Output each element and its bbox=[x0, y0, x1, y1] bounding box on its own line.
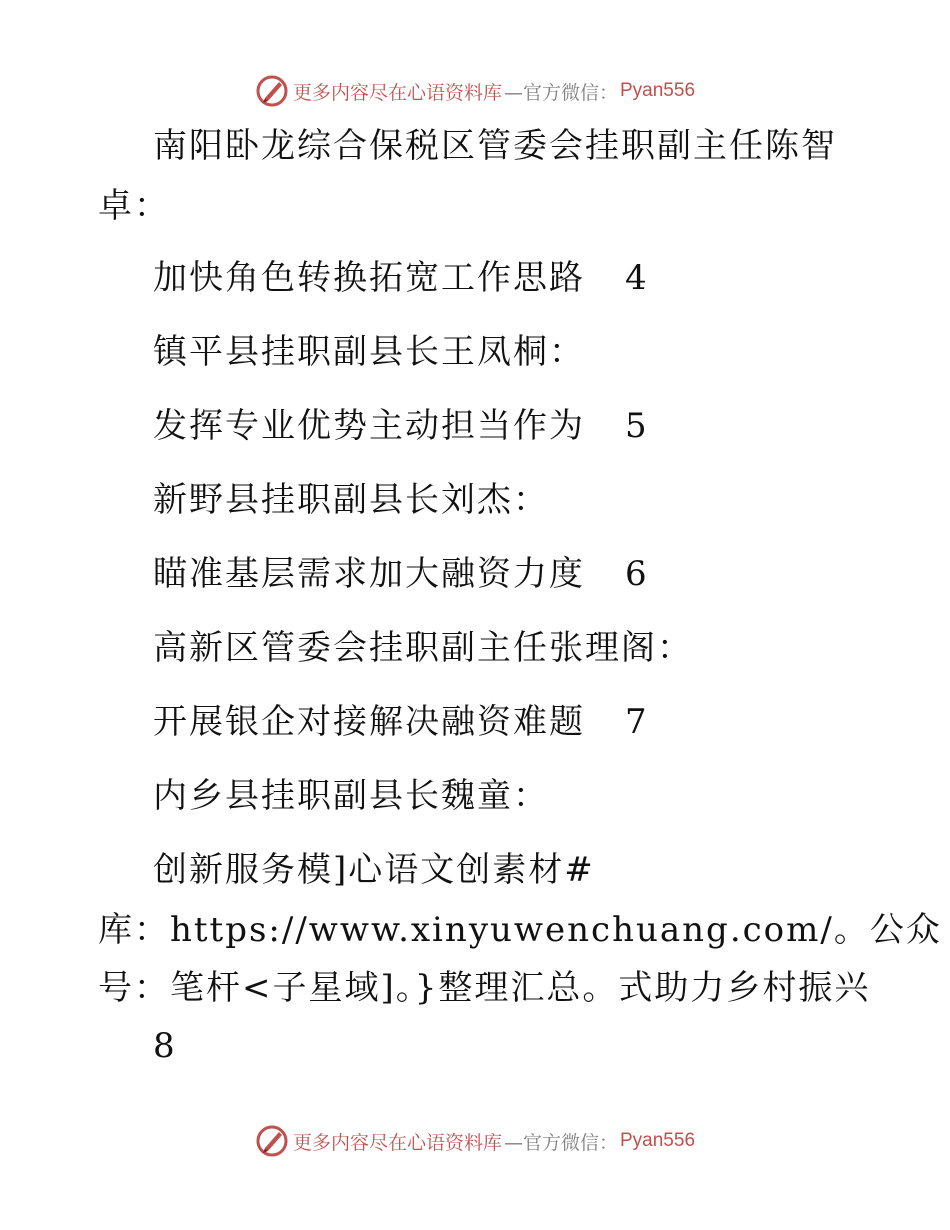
toc-line-8: 高新区管委会挂职副主任张理阁： bbox=[153, 628, 693, 668]
banner-wechat-id: Pyan556 bbox=[620, 80, 696, 101]
toc-entry-title: 开展银企对接解决融资难题 bbox=[153, 702, 585, 742]
toc-line-10: 内乡县挂职副县长魏童： bbox=[153, 776, 549, 816]
banner-wechat-label: —官方微信： bbox=[503, 81, 618, 104]
toc-entry-title: 发挥专业优势主动担当作为 bbox=[153, 406, 585, 446]
pen-logo-icon bbox=[255, 1124, 289, 1158]
toc-page-number: 7 bbox=[625, 702, 649, 742]
toc-line-13: 号：笔杆<子星域]。}整理汇总。式助力乡村振兴 bbox=[98, 968, 871, 1008]
toc-line-12: 库：https://www.xinyuwenchuang.com/。公众 bbox=[98, 910, 942, 950]
toc-entry-title: 瞄准基层需求加大融资力度 bbox=[153, 554, 585, 594]
toc-entry-2 bbox=[153, 406, 649, 446]
banner-brand-text: 更多内容尽在心语资料库 bbox=[292, 81, 502, 104]
toc-entry-1 bbox=[153, 258, 649, 298]
footer-banner bbox=[0, 1124, 950, 1158]
toc-page-number: 4 bbox=[625, 258, 649, 298]
toc-page-number: 6 bbox=[625, 554, 649, 594]
toc-line-11: 创新服务模]心语文创素材# bbox=[153, 850, 595, 890]
header-banner bbox=[0, 74, 950, 108]
toc-line-1: 南阳卧龙综合保税区管委会挂职副主任陈智 bbox=[153, 126, 837, 166]
toc-entry-4 bbox=[153, 702, 649, 742]
banner-wechat-id: Pyan556 bbox=[620, 1130, 696, 1151]
toc-entry-3 bbox=[153, 554, 649, 594]
pen-logo-icon bbox=[255, 74, 289, 108]
toc-line-2: 卓： bbox=[98, 186, 170, 226]
toc-entry-title: 加快角色转换拓宽工作思路 bbox=[153, 258, 585, 298]
toc-page-number-8: 8 bbox=[153, 1026, 177, 1066]
banner-brand-text: 更多内容尽在心语资料库 bbox=[292, 1131, 502, 1154]
toc-line-4: 镇平县挂职副县长王凤桐： bbox=[153, 332, 585, 372]
toc-page-number: 5 bbox=[625, 406, 649, 446]
toc-line-6: 新野县挂职副县长刘杰： bbox=[153, 480, 549, 520]
banner-wechat-label: —官方微信： bbox=[503, 1131, 618, 1154]
